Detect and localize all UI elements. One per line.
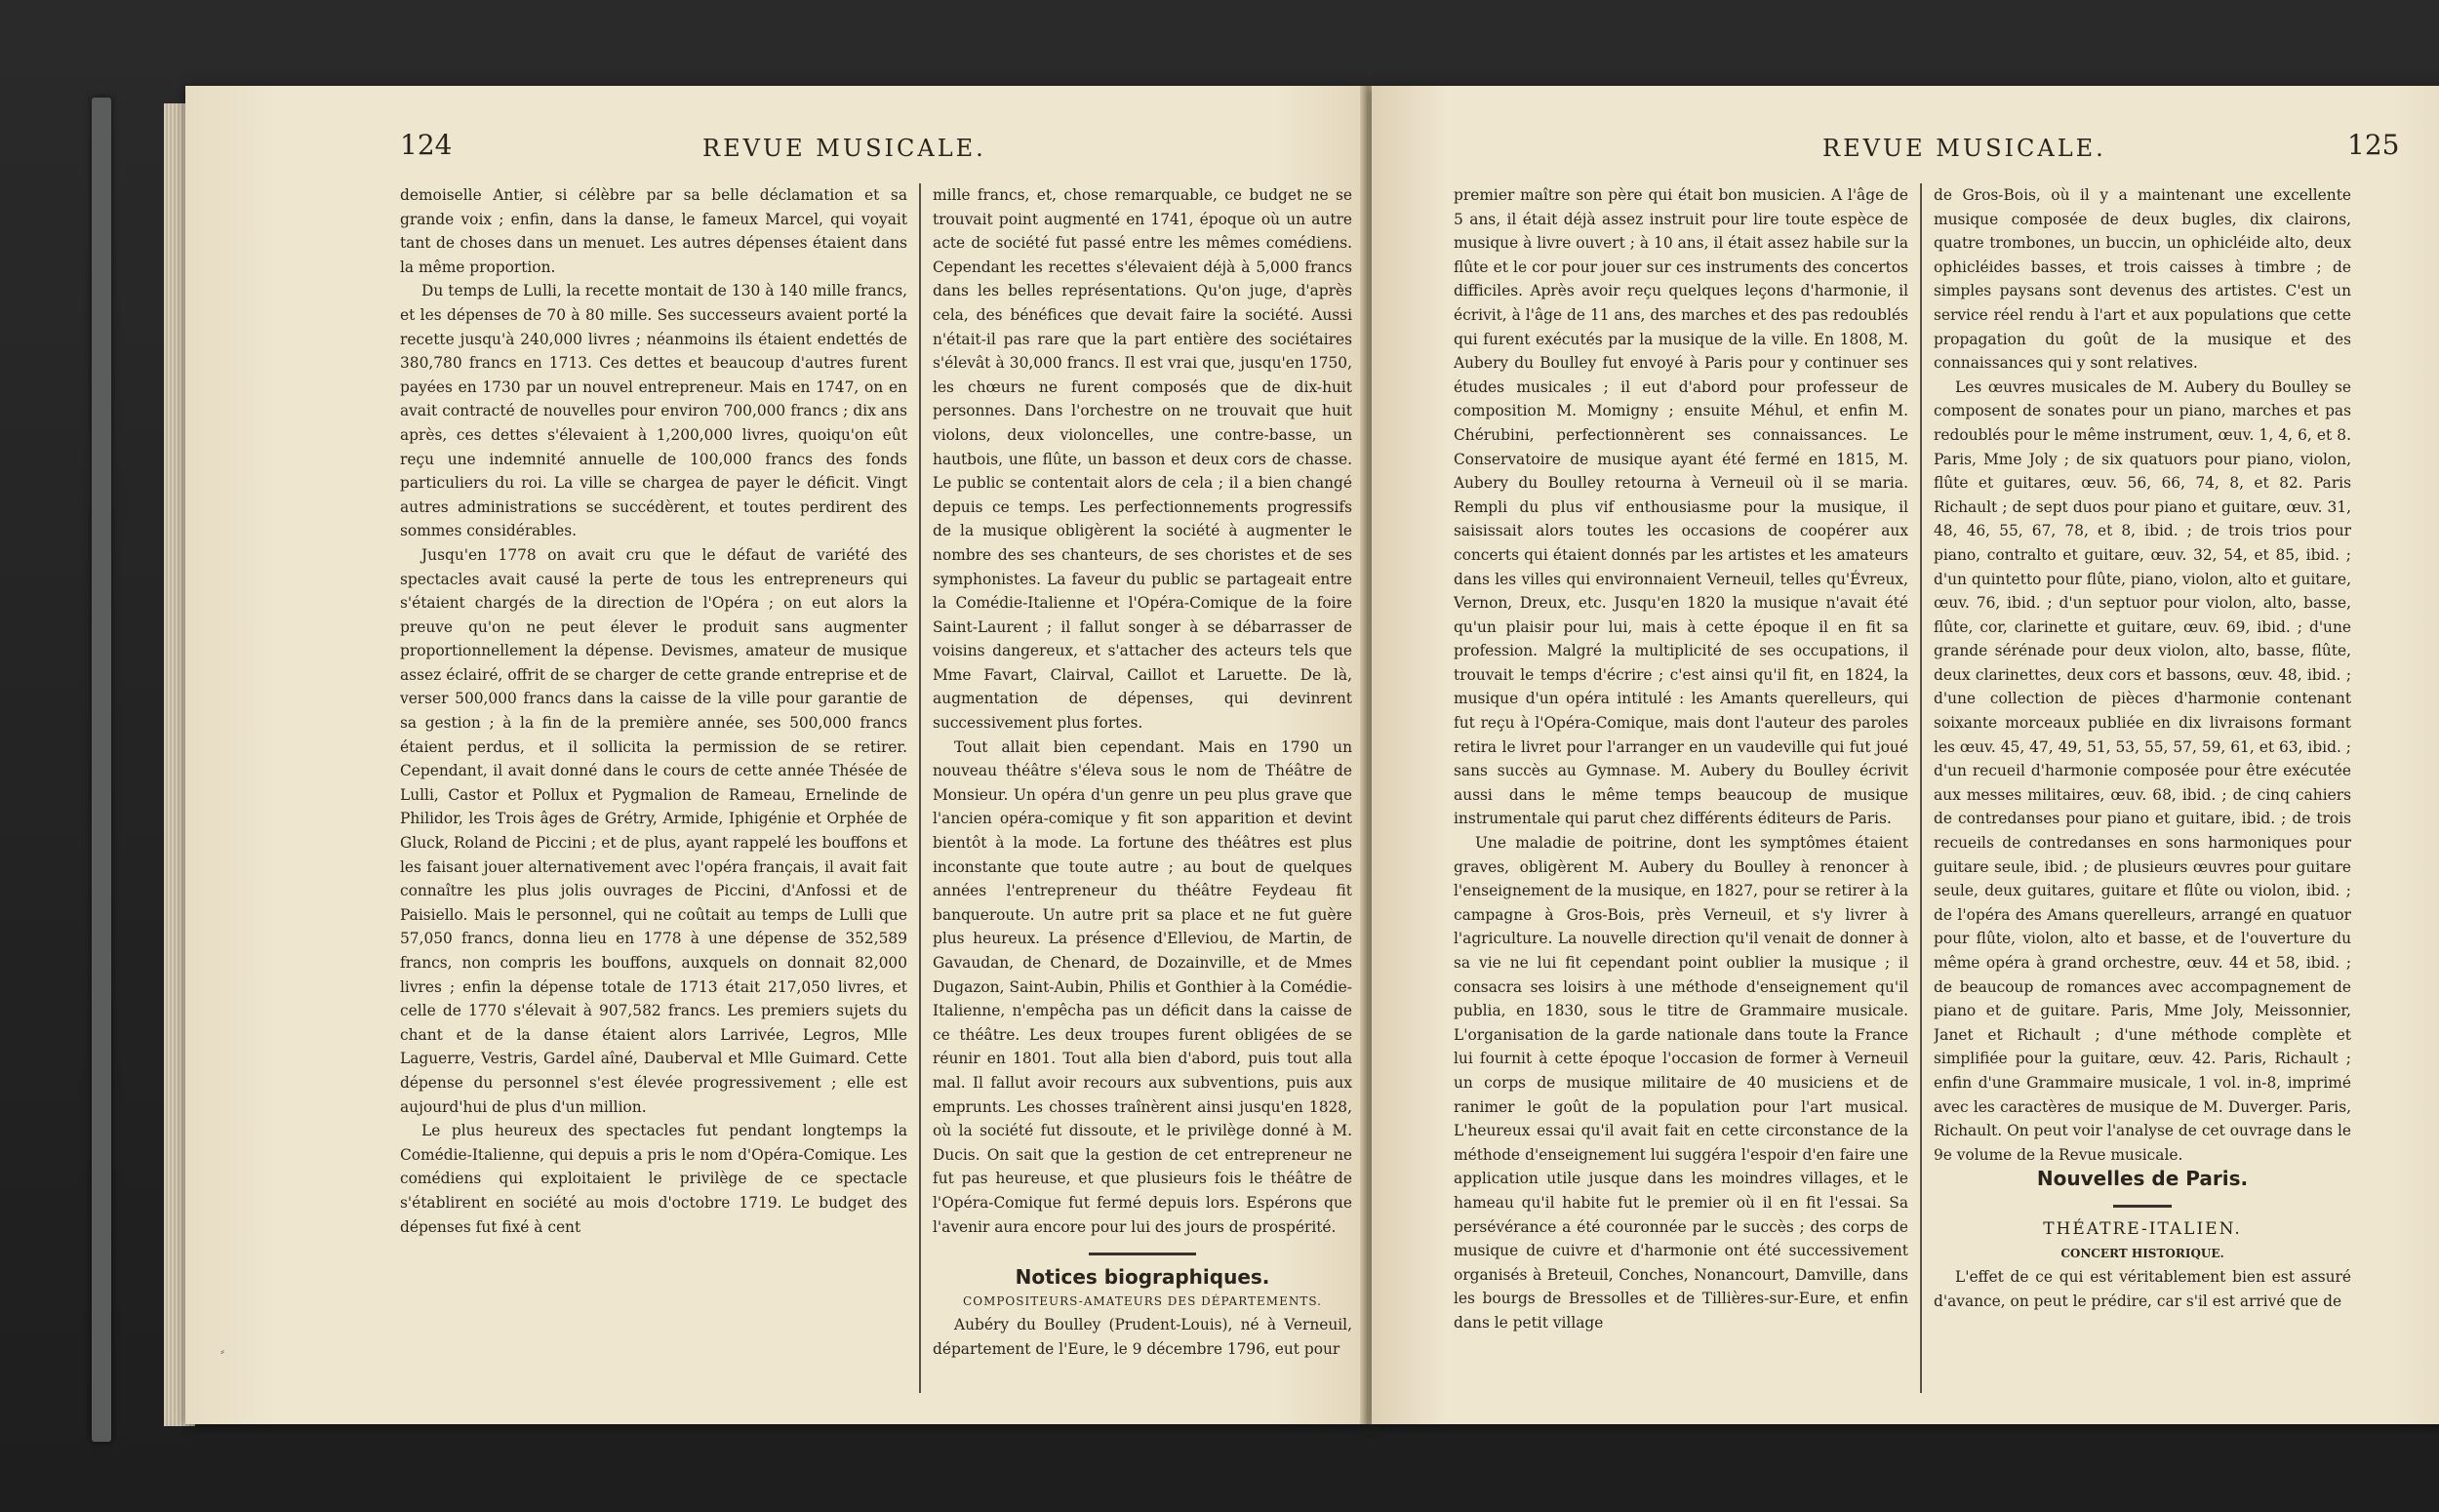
- paragraph: Aubéry du Boulley (Prudent-Louis), né à Verneuil, département de l'Eure, le 9 décembre 1796, eut pour: [933, 1316, 1352, 1358]
- ornamental-rule: [1089, 1253, 1196, 1255]
- column-divider: [1920, 183, 1922, 1393]
- paragraph: Les œuvres musicales de M. Aubery du Boulley se composent de sonates pour un piano, marches et pas redoublés pour le même instrument, œuv. 1, 4, 6, et 8. Paris, Mme Joly ; de six quatuors pour piano, violon, flûte et guitares, œuv. 56, 66, 74, 8, et 82. Paris Richault ; de sept duos pour piano et guitare, œuv. 31, 48, 46, 55, 67, 78, et 8, ibid. ; de trois trios pour piano, contralto et guitare, œuv. 32, 54, et 85, ibid. ; d'un quintetto pour flûte, piano, violon, alto et guitare, œuv. 76, ibid. ; d'un septuor pour violon, alto, basse, flûte, cor, clarinette et guitare, œuv. 69, ibid. ; d'une grande sérénade pour deux violon, alto, basse, flûte, deux clarinettes, deux cors et bassons, œuv. 48, ibid. ; d'une collection de pièces d'harmonie contenant soixante morceaux publiée en dix livraisons formant les œuv. 45, 47, 49, 51, 53, 55, 57, 59, 61, et 63, ibid. ; d'un recueil d'harmonie composée pour être exécutée aux messes militaires, œuv. 68, ibid. ; de cinq cahiers de contredanses pour piano et guitare, ibid. ; de trois recueils de contredanses en sons harmoniques pour guitare seule, ibid. ; de plusieurs œuvres pour guitare seule, deux guitares, guitare et flûte ou violon, ibid. ; de l'opéra des Amans querelleurs, arrangé en quatuor pour flûte, violon, alto et basse, et de l'ouverture du même opéra à grand orchestre, œuv. 44 et 58, ibid. ; de beaucoup de romances avec accompagnement de piano et de guitare. Paris, Mme Joly, Meissonnier, Janet et Richault ; d'une méthode complète et simplifiée pour la guitare, œuv. 42. Paris, Richault ; enfin d'une Grammaire musicale, 1 vol. in-8, imprimé avec les caractères de musique de M. Duverger. Paris, Richault. On peut voir l'analyse de cet ouvrage dans le 9e volume de la Revue musicale.: [1934, 378, 2351, 1164]
- paragraph: mille francs, et, chose remarquable, ce budget ne se trouvait point augmenté en 1741, époque où un autre acte de société fut passé entre les mêmes comédiens. Cependant les recettes s'élevaient déjà à 5,000 francs dans les belles représentations. Qu'on juge, d'après cela, des bénéfices que devait faire la société. Aussi n'était-il pas rare que la part entière des sociétaires s'élevât à 30,000 francs. Il est vrai que, jusqu'en 1750, les chœurs ne furent composés que de dix-huit personnes. Dans l'orchestre on ne trouvait que huit violons, deux violoncelles, une contre-basse, un hautbois, une flûte, un basson et deux cors de chasse. Le public se contentait alors de cela ; il a bien changé depuis ce temps. Les perfectionnements progressifs de la musique obligèrent la société à augmenter le nombre des ses chanteurs, de ses choristes et de ses symphonistes. La faveur du public se partageait entre la Comédie-Italienne et l'Opéra-Comique de la foire Saint-Laurent ; il fallut songer à se débarrasser de voisins dangereux, et s'attacher des acteurs tels que Mme Favart, Clairval, Caillot et Laruette. De là, augmentation de dépenses, qui devinrent successivement plus fortes.: [933, 186, 1352, 733]
- right-running-header: REVUE MUSICALE.: [1822, 135, 2106, 162]
- paragraph: de Gros-Bois, où il y a maintenant une excellente musique composée de deux bugles, dix clairons, quatre trombones, un buccin, un ophicléide alto, deux ophicléides basses, et trois caisses à timbre ; de simples paysans sont devenus des artistes. C'est un service réel rendu à l'art et aux populations que cette propagation du goût de la musique et des connaissances qui y sont relatives.: [1934, 186, 2351, 373]
- left-running-header: REVUE MUSICALE.: [702, 135, 986, 162]
- paragraph: demoiselle Antier, si célèbre par sa belle déclamation et sa grande voix ; enfin, dans la danse, le fameux Marcel, qui voyait tant de choses dans un menuet. Les autres dépenses étaient dans la même proportion.: [400, 186, 907, 276]
- paragraph: Une maladie de poitrine, dont les symptômes étaient graves, obligèrent M. Aubery du Boulley à renoncer à l'enseignement de la musique, en 1827, pour se retirer à la campagne à Gros-Bois, près Verneuil, et s'y livrer à l'agriculture. La nouvelle direction qu'il venait de donner à sa vie ne lui fit cependant point oublier la musique ; il consacra ses loisirs à une méthode d'enseignement qu'il publia, en 1830, sous le titre de Grammaire musicale. L'organisation de la garde nationale dans toute la France lui fournit à cette époque l'occasion de former à Verneuil un corps de musique militaire de 40 musiciens et de ranimer le goût de la population pour l'art musical. L'heureux essai qu'il avait fait en cette circonstance de la méthode d'enseignement lui suggéra l'espoir d'en faire une application utile jusque dans les moindres villages, et le hameau qu'il habite fut le premier où il en fit l'essai. Sa persévérance a été couronnée par le succès ; des corps de musique de cuivre et d'harmonie ont été successivement organisés à Breteuil, Conches, Nonancourt, Damville, dans les bourgs de Bressolles et de Tillières-sur-Eure, et enfin dans le petit village: [1454, 834, 1908, 1332]
- section-title: Notices biographiques.: [1015, 1265, 1270, 1290]
- margin-annotation: ⸗: [220, 1344, 224, 1358]
- right-page-number: 125: [2347, 129, 2400, 161]
- paragraph: premier maître son père qui était bon musicien. A l'âge de 5 ans, il était déjà assez instruit pour lire toute espèce de musique à livre ouvert ; à 10 ans, il était assez habile sur la flûte et le cor pour jouer sur ces instruments des concertos difficiles. Après avoir reçu quelques leçons d'harmonie, il écrivit, à l'âge de 11 ans, des marches et des pas redoublés qui furent exécutés par la musique de la ville. En 1808, M. Aubery du Boulley fut envoyé à Paris pour y continuer ses études musicales ; il eut d'abord pour professeur de composition M. Momigny ; ensuite Méhul, et enfin M. Chérubini, perfectionnèrent ses connaissances. Le Conservatoire de musique ayant été fermé en 1815, M. Aubery du Boulley retourna à Verneuil où il se maria. Rempli du plus vif enthousiasme pour la musique, il saisissait alors toutes les occasions de coopérer aux concerts qui étaient donnés par les artistes et les amateurs dans les villes qui environnaient Verneuil, telles qu'Évreux, Vernon, Dreux, etc. Jusqu'en 1820 la musique n'avait été qu'un plaisir pour lui, mais à cette époque il en fit sa profession. Malgré la multiplicité de ses occupations, il trouvait le temps d'écrire ; c'est ainsi qu'il fit, en 1824, la musique d'un opéra intitulé : les Amants querelleurs, qui fut reçu à l'Opéra-Comique, mais dont l'auteur des paroles retira le livret pour l'arranger en un vaudeville qui fut joué sans succès au Gymnase. M. Aubery du Boulley écrivit aussi dans le même temps beaucoup de musique instrumentale qui parut chez différents éditeurs de Paris.: [1454, 186, 1908, 828]
- paragraph: Tout allait bien cependant. Mais en 1790 un nouveau théâtre s'éleva sous le nom de Théâtre de Monsieur. Un opéra d'un genre un peu plus grave que l'ancien opéra-comique y fit son apparition et devint bientôt à la mode. La fortune des théâtres est plus inconstante que toute autre ; au bout de quelques années l'entrepreneur du théâtre Feydeau fit banqueroute. Un autre prit sa place et ne fut guère plus heureux. La présence d'Elleviou, de Martin, de Gavaudan, de Chenard, de Dozainville, et de Mmes Dugazon, Saint-Aubin, Philis et Gonthier à la Comédie-Italienne, n'empêcha pas un déficit dans la caisse de ce théâtre. Les deux troupes furent obligées de se réunir en 1801. Tout alla bien d'abord, puis tout alla mal. Il fallut avoir recours aux subventions, puis aux emprunts. Les chosses traînèrent ainsi jusqu'en 1828, où la société fut dissoute, et le privilège donné à M. Ducis. On sait que la gestion de cet entrepreneur ne fut pas heureuse, et que plusieurs fois le théâtre de l'Opéra-Comique fut fermé depuis lors. Espérons que l'avenir aura encore pour lui des jours de prospérité.: [933, 737, 1352, 1236]
- section-subtitle: COMPOSITEURS-AMATEURS DES DÉPARTEMENTS.: [963, 1293, 1322, 1308]
- book-cover-edge: [92, 98, 111, 1442]
- section-title: Nouvelles de Paris.: [2036, 1167, 2249, 1191]
- section-subsubtitle: CONCERT HISTORIQUE.: [2060, 1246, 2224, 1260]
- paragraph: L'effet de ce qui est véritablement bien est assuré d'avance, on peut le prédire, car s'il est arrivé que de: [1934, 1268, 2351, 1310]
- right-column-2: [1934, 183, 2351, 1393]
- right-page: [1372, 86, 2439, 1424]
- ornamental-rule: [2113, 1205, 2172, 1208]
- left-page-number: 124: [400, 129, 453, 161]
- paragraph: Jusqu'en 1778 on avait cru que le défaut de variété des spectacles avait causé la perte de tous les entrepreneurs qui s'étaient chargés de la direction de l'Opéra ; on eut alors la preuve qu'on ne peut élever le produit sans augmenter proportionnellement la dépense. Devismes, amateur de musique assez éclairé, offrit de se charger de cette grande entreprise et de verser 500,000 francs dans la caisse de la ville pour garantie de sa gestion ; à la fin de la première année, ses 500,000 francs étaient perdus, et il sollicita la permission de se retirer. Cependant, il avait donné dans le cours de cette année Thésée de Lulli, Castor et Pollux et Pygmalion de Rameau, Ernelinde de Philidor, les Trois âges de Grétry, Armide, Iphigénie et Orphée de Gluck, Roland de Piccini ; et de plus, ayant rappelé les bouffons et les faisant jouer alternativement avec l'opéra français, il avait fait connaître les plus jolis ouvrages de Piccini, d'Anfossi et de Paisiello. Mais le personnel, qui ne coûtait au temps de Lulli que 57,050 francs, donna lieu en 1778 à une dépense de 352,589 francs, non compris les bouffons, auxquels on donnait 82,000 livres ; enfin la dépense totale de 1713 était 217,050 livres, et celle de 1770 s'élevait à 907,582 francs. Les premiers sujets du chant et de la danse étaient alors Larrivée, Legros, Mlle Laguerre, Vestris, Gardel aîné, Dauberval et Mlle Guimard. Cette dépense du personnel s'est élevée progressivement ; elle est aujourd'hui de plus d'un million.: [400, 545, 907, 1116]
- left-column-2: [933, 183, 1352, 1393]
- right-column-1: [1454, 183, 1908, 1393]
- left-column-1: [400, 183, 907, 1393]
- section-subtitle: THÉATRE-ITALIEN.: [2043, 1218, 2242, 1239]
- paragraph: Le plus heureux des spectacles fut pendant longtemps la Comédie-Italienne, qui depuis a pris le nom d'Opéra-Comique. Les comédiens qui exploitaient le privilège de ce spectacle s'établirent en société au mois d'octobre 1719. Le budget des dépenses fut fixé à cent: [400, 1122, 907, 1236]
- left-page: [185, 86, 1368, 1424]
- column-divider: [919, 183, 921, 1393]
- open-book: [96, 76, 2400, 1442]
- paragraph: Du temps de Lulli, la recette montait de 130 à 140 mille francs, et les dépenses de 70 à 80 mille. Ses successeurs avaient porté la recette jusqu'à 240,000 livres ; néanmoins ils étaient endettés de 380,780 francs en 1713. Ces dettes et beaucoup d'autres furent payées en 1730 par un nouvel entrepreneur. Mais en 1747, on en avait contracté de nouvelles pour environ 700,000 francs ; dix ans après, ces dettes s'élevaient à 1,200,000 livres, quoiqu'on eût reçu une indemnité annuelle de 100,000 francs des fonds particuliers du roi. La ville se chargea de payer le déficit. Vingt autres administrations se succédèrent, et toutes perdirent des sommes considérables.: [400, 282, 907, 540]
